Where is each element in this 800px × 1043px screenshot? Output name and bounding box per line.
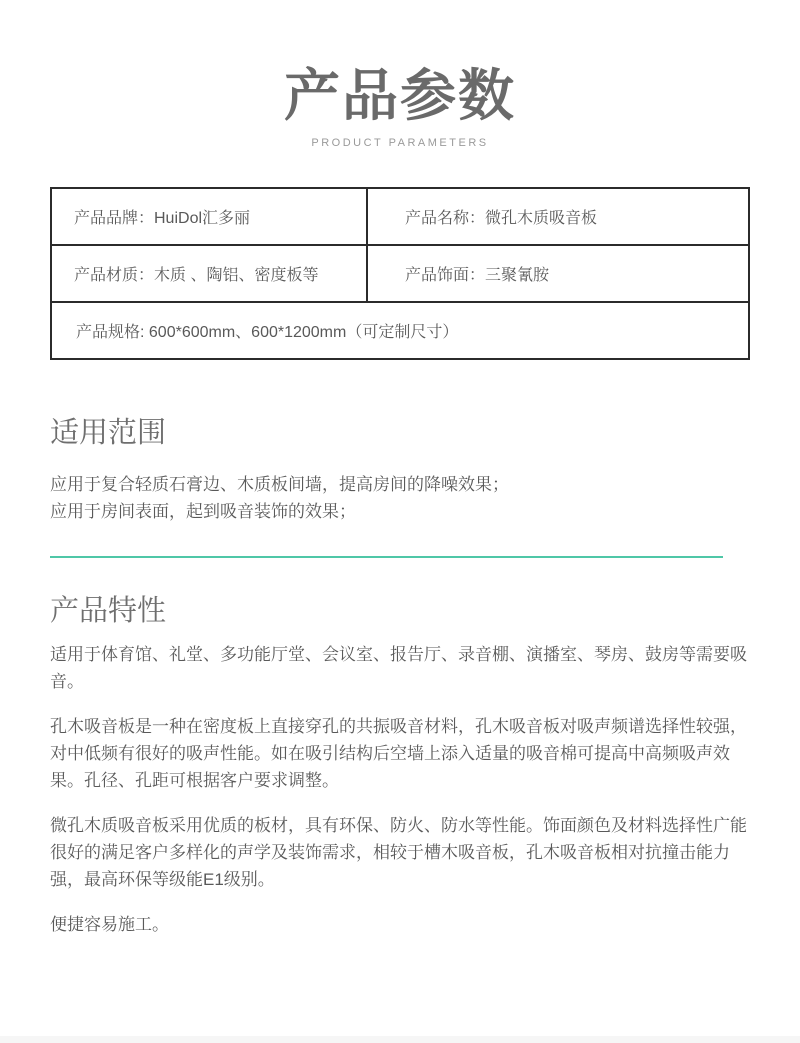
page-subtitle: PRODUCT PARAMETERS bbox=[311, 137, 489, 149]
scope-line-1: 应用于复合轻质石膏边、木质板间墙，提高房间的降噪效果； bbox=[50, 475, 509, 494]
spec-table-row-2 bbox=[51, 245, 749, 302]
features-paragraph-2: 孔木吸音板是一种在密度板上直接穿孔的共振吸音材料，孔木吸音板对吸声频谱选择性较强，对中低频有很好的吸声性能。如在吸引结构后空墙上添入适量的吸音棉可提高中高频吸声效果。孔径、孔距可根据客户要求调整。 bbox=[50, 717, 747, 790]
section-divider bbox=[50, 556, 723, 558]
scope-paragraph bbox=[50, 471, 750, 525]
spec-cell-brand: 产品品牌：HuiDol汇多丽 bbox=[51, 188, 367, 245]
spec-table-row-1 bbox=[51, 188, 749, 245]
page-content bbox=[50, 417, 750, 938]
section-scope bbox=[50, 417, 750, 525]
spec-cell-material: 产品材质：木质 、陶铝、密度板等 bbox=[51, 245, 367, 302]
spec-cell-product-name: 产品名称：微孔木质吸音板 bbox=[367, 188, 749, 245]
section-heading-scope: 适用范围 bbox=[50, 417, 167, 449]
spec-table bbox=[50, 187, 750, 360]
bottom-strip bbox=[0, 1036, 800, 1043]
features-paragraph-1: 适用于体育馆、礼堂、多功能厅堂、会议室、报告厅、录音棚、演播室、琴房、鼓房等需要吸音。 bbox=[50, 645, 747, 691]
spec-cell-size: 产品规格: 600*600mm、600*1200mm（可定制尺寸） bbox=[51, 302, 749, 359]
features-paragraph-4: 便捷容易施工。 bbox=[50, 915, 169, 934]
page-header bbox=[0, 0, 800, 150]
spec-table-row-3 bbox=[51, 302, 749, 359]
section-features bbox=[50, 595, 750, 938]
features-paragraph-3: 微孔木质吸音板采用优质的板材，具有环保、防火、防水等性能。饰面颜色及材料选择性广能很好的满足客户多样化的声学及装饰需求，相较于槽木吸音板，孔木吸音板相对抗撞击能力强，最高环保等级能E1级别。 bbox=[50, 816, 747, 889]
scope-line-2: 应用于房间表面，起到吸音装饰的效果； bbox=[50, 502, 356, 521]
spec-cell-finish: 产品饰面：三聚氰胺 bbox=[367, 245, 749, 302]
page-title: 产品参数 bbox=[284, 64, 516, 127]
section-heading-features: 产品特性 bbox=[50, 595, 167, 627]
